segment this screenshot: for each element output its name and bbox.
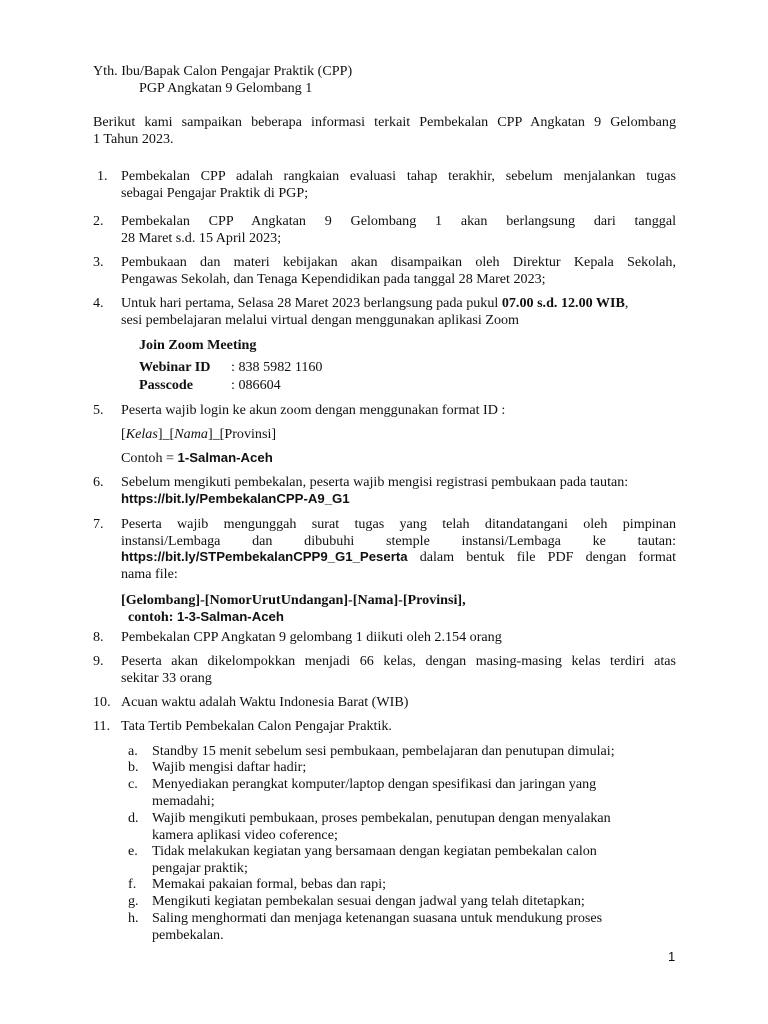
session-time: 07.00 s.d. 12.00 WIB <box>501 295 625 311</box>
item-text-line: Peserta wajib login ke akun zoom dengan menggunakan format ID : <box>121 402 506 418</box>
intro-paragraph <box>93 114 676 147</box>
rule-letter: f. <box>128 876 137 892</box>
passcode-label: Passcode <box>139 377 194 393</box>
rule-text-line: Menyediakan perangkat komputer/laptop dengan spesifikasi dan jaringan yang <box>152 776 597 792</box>
item-text-line: sesi pembelajaran melalui virtual dengan menggunakan aplikasi Zoom <box>121 311 520 328</box>
item-text-line: Pembekalan CPP Angkatan 9 gelombang 1 diikuti oleh 2.154 orang <box>121 629 502 645</box>
item-number: 9. <box>93 653 104 669</box>
rule-text-line: Tidak melakukan kegiatan yang bersamaan dengan kegiatan pembekalan calon <box>152 843 597 859</box>
item-text-line: Tata Tertib Pembekalan Calon Pengajar Praktik. <box>121 718 392 734</box>
zoom-id-format <box>121 426 276 443</box>
file-name-format: [Gelombang]-[NomorUrutUndangan]-[Nama]-[Provinsi], <box>121 592 466 608</box>
example-value: 1-Salman-Aceh <box>177 450 273 465</box>
item-number: 4. <box>93 295 104 311</box>
rule-letter: d. <box>128 810 139 826</box>
rule-letter: a. <box>128 743 138 759</box>
format-field-provinsi: ]_[Provinsi] <box>207 426 277 442</box>
rule-text-line: Wajib mengikuti pembukaan, proses pembekalan, penutupan dengan menyalakan <box>152 810 611 826</box>
item-number: 7. <box>93 516 104 532</box>
item-text-line <box>121 295 676 312</box>
format-text: [ <box>121 426 126 442</box>
file-name-example <box>128 609 284 626</box>
recipient-group: PGP Angkatan 9 Gelombang 1 <box>139 80 313 96</box>
rule-text: Wajib mengisi daftar hadir; <box>152 759 307 775</box>
rule-text <box>152 776 672 809</box>
format-text: ]_[ <box>157 426 175 442</box>
rule-letter: h. <box>128 910 139 926</box>
item-text-line: Sebelum mengikuti pembekalan, peserta wajib mengisi registrasi pembukaan pada tautan: <box>121 474 629 490</box>
rule-letter: c. <box>128 776 138 792</box>
rule-text <box>152 843 672 876</box>
item-text-line: sebagai Pengajar Praktik di PGP; <box>121 184 309 201</box>
rule-text: Memakai pakaian formal, bebas dan rapi; <box>152 876 387 892</box>
example-value: 1-3-Salman-Aceh <box>176 609 284 624</box>
recipient-line: Yth. Ibu/Bapak Calon Pengajar Praktik (CPP) <box>93 63 353 79</box>
item-text-line: Pembukaan dan materi kebijakan akan disampaikan oleh Direktur Kepala Sekolah, <box>121 254 676 270</box>
zoom-id-example <box>121 450 273 467</box>
item-text: Untuk hari pertama, Selasa 28 Maret 2023 berlangsung pada pukul <box>121 295 502 311</box>
rule-letter: g. <box>128 893 139 909</box>
example-label: Contoh = <box>121 450 178 466</box>
rule-text: Mengikuti kegiatan pembekalan sesuai dengan jadwal yang telah ditetapkan; <box>152 893 585 909</box>
item-text-line: nama file: <box>121 565 178 582</box>
item-number: 1. <box>97 168 108 184</box>
passcode-value: : 086604 <box>231 377 281 393</box>
rule-letter: b. <box>128 759 139 775</box>
item-text-line: Peserta akan dikelompokkan menjadi 66 kelas, dengan masing-masing kelas terdiri atas <box>121 653 676 669</box>
item-number: 3. <box>93 254 104 270</box>
rule-text-line: pembekalan. <box>152 926 224 943</box>
item-text-line: sekitar 33 orang <box>121 669 212 686</box>
registration-link[interactable]: https://bit.ly/PembekalanCPP-A9_G1 <box>121 490 350 506</box>
format-field-kelas: Kelas <box>125 426 158 442</box>
rule-text: Standby 15 menit sebelum sesi pembukaan, pembelajaran dan penutupan dimulai; <box>152 743 615 759</box>
item-text-line <box>121 549 676 566</box>
item-text-line: Acuan waktu adalah Waktu Indonesia Barat (WIB) <box>121 694 409 710</box>
rule-text-line: Saling menghormati dan menjaga ketenangan suasana untuk mendukung proses <box>152 910 603 926</box>
item-number: 2. <box>93 213 104 229</box>
rule-text <box>152 910 672 943</box>
item-number: 8. <box>93 629 104 645</box>
rule-text-line: pengajar praktik; <box>152 859 248 876</box>
format-field-nama: Nama <box>174 426 208 442</box>
item-number: 11. <box>93 718 111 734</box>
item-text-line: instansi/Lembaga dan dibubuhi stemple instansi/Lembaga ke tautan: <box>121 532 676 549</box>
rule-text <box>152 810 672 843</box>
item-text-line: Pembekalan CPP Angkatan 9 Gelombang 1 akan berlangsung dari tanggal <box>121 213 676 229</box>
intro-line-2: 1 Tahun 2023. <box>93 130 174 147</box>
zoom-title: Join Zoom Meeting <box>139 337 257 353</box>
webinar-id-label: Webinar ID <box>139 359 211 375</box>
item-text: , <box>624 295 629 311</box>
item-text-line: 28 Maret s.d. 15 April 2023; <box>121 229 282 246</box>
item-number: 5. <box>93 402 104 418</box>
example-label: contoh: <box>128 609 177 625</box>
item-text: dalam bentuk file PDF dengan format <box>407 549 676 565</box>
page-number: 1 <box>668 949 676 964</box>
item-text-line: Pengawas Sekolah, dan Tenaga Kependidikan pada tanggal 28 Maret 2023; <box>121 270 546 287</box>
item-number: 6. <box>93 474 104 490</box>
rule-text-line: memadahi; <box>152 792 215 809</box>
item-text-line: Peserta wajib mengunggah surat tugas yang telah ditandatangani oleh pimpinan <box>121 516 676 532</box>
item-text-line: Pembekalan CPP adalah rangkaian evaluasi tahap terakhir, sebelum menjalankan tugas <box>121 168 676 184</box>
assignment-upload-link[interactable]: https://bit.ly/STPembekalanCPP9_G1_Peserta <box>121 549 408 564</box>
rule-letter: e. <box>128 843 138 859</box>
intro-line-1: Berikut kami sampaikan beberapa informasi terkait Pembekalan CPP Angkatan 9 Gelombang <box>93 114 676 130</box>
item-number: 10. <box>93 694 111 710</box>
rule-text-line: kamera aplikasi video coference; <box>152 826 338 843</box>
webinar-id-value: : 838 5982 1160 <box>231 359 323 375</box>
